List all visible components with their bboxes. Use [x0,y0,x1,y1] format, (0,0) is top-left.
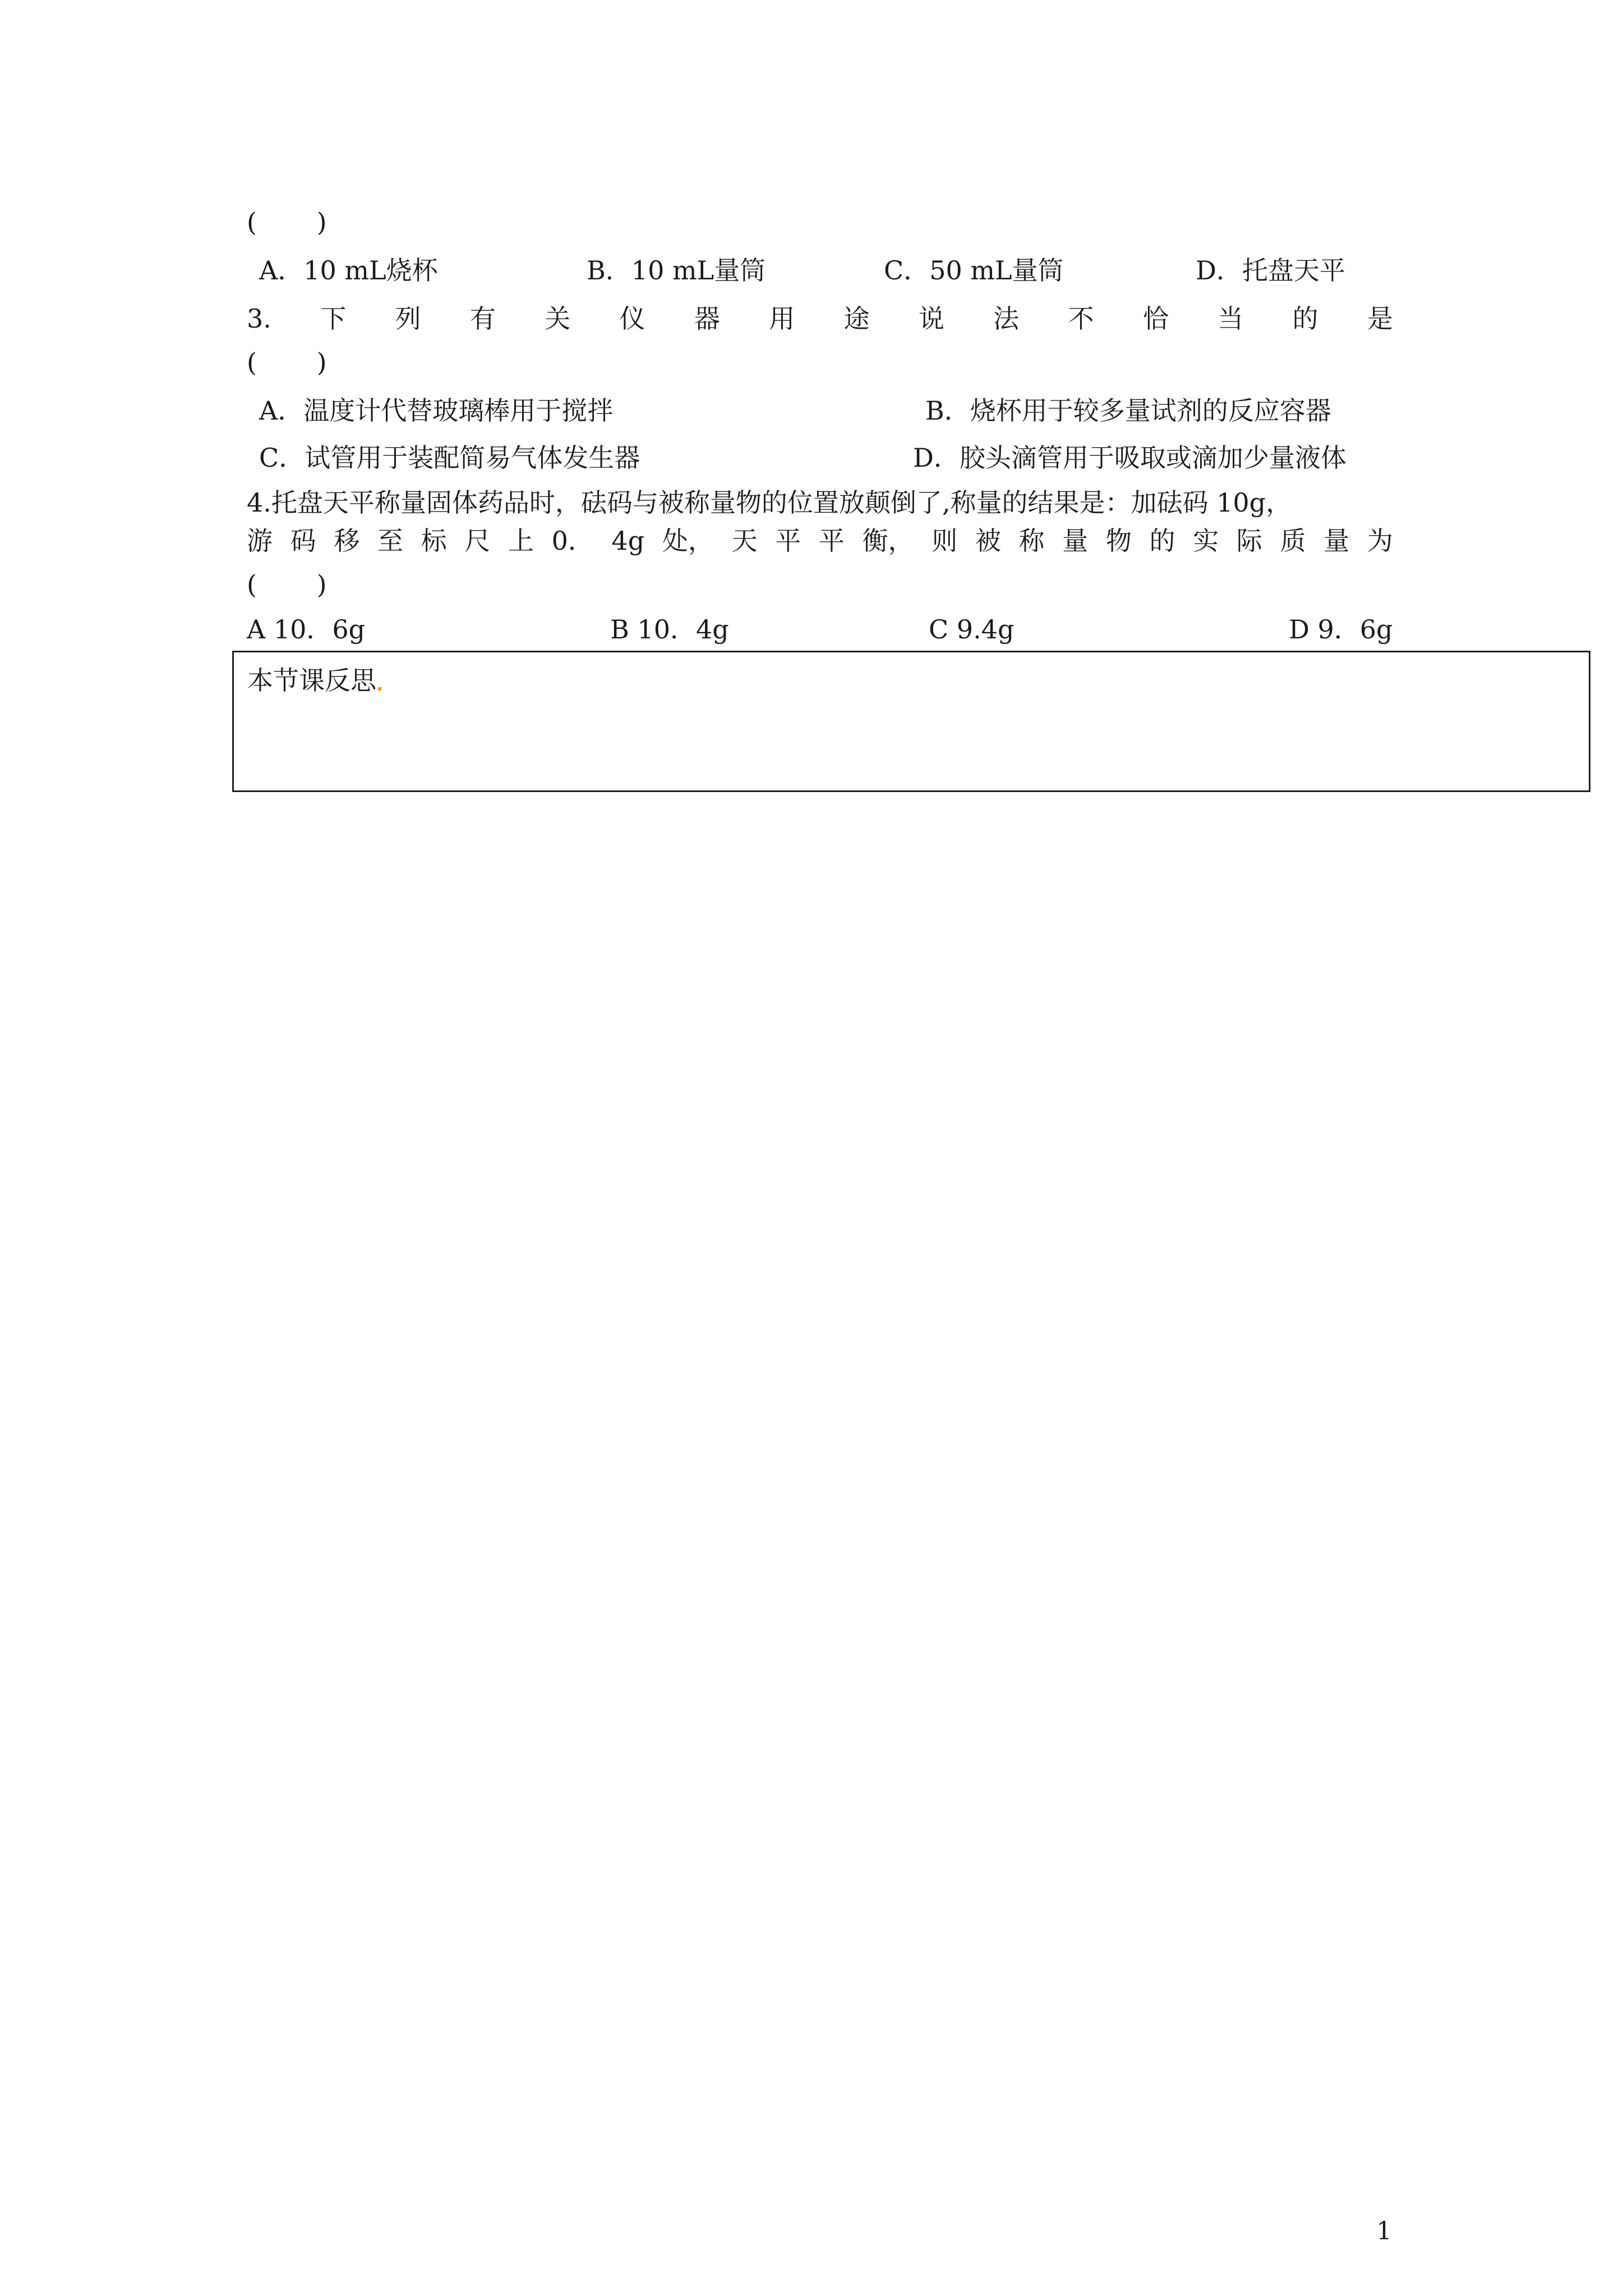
q4-stem-char: 上 [508,526,534,556]
q3-stem-char: 法 [993,303,1020,334]
q4-stem-char: 质 [1280,526,1306,556]
q4-stem-line2 [247,524,1393,558]
q4-stem-char: 实 [1193,526,1219,556]
q4-stem-char: 游 [247,526,273,556]
q3-stem-char: 当 [1218,303,1244,334]
q3-stem-char: 说 [918,303,944,334]
text-cursor-marker [378,687,381,691]
q2-answer-paren: ( ) [247,207,327,237]
q4-answer-paren: ( ) [247,569,327,600]
q4-stem-char: 尺 [464,526,491,556]
reflection-box [232,651,1590,792]
q4-stem-char: 平 [775,526,801,556]
q4-stem-char: 为 [1367,526,1393,556]
q4-option-a: A 10．6g [247,614,366,645]
q3-stem-char: 不 [1068,303,1094,334]
q4-option-d: D 9．6g [1289,614,1393,645]
q3-stem-char: 有 [469,303,496,334]
q4-stem-char: 平 [818,526,845,556]
q2-option-a: A．10 mL烧杯 [259,255,438,286]
q4-stem-char: 称 [1018,526,1045,556]
q4-stem-char: 被 [975,526,1001,556]
q4-option-c: C 9.4g [929,614,1015,645]
q3-stem-char: 途 [843,303,870,334]
q4-stem-char: 物 [1105,526,1132,556]
reflection-title-text: 本节课反思 [247,665,376,696]
q4-stem-char: 码 [290,526,316,556]
q4-stem-char: 至 [377,526,403,556]
q3-stem-char: 恰 [1142,303,1169,334]
page-number: 1 [1376,2217,1392,2246]
q3-stem-char: 下 [320,303,347,334]
q4-stem-char: 处， [662,526,714,556]
q3-option-c: C．试管用于装配简易气体发生器 [259,443,640,473]
q3-stem-char: 3. [247,303,271,334]
q4-stem-char: 际 [1236,526,1262,556]
q3-stem-char: 是 [1367,303,1393,334]
q4-stem-char: 4g [611,526,645,556]
q3-option-b: B．烧杯用于较多量试剂的反应容器 [925,395,1331,426]
q4-stem-char: 0． [551,526,594,556]
q2-option-b: B．10 mL量筒 [587,255,766,286]
q3-answer-paren: ( ) [247,347,327,378]
q2-option-c: C．50 mL量筒 [884,255,1064,286]
q3-stem-char: 器 [694,303,720,334]
q4-stem-char: 的 [1149,526,1175,556]
q4-stem-char: 量 [1324,526,1350,556]
q3-option-d: D．胶头滴管用于吸取或滴加少量液体 [913,443,1347,473]
q4-stem-char: 天 [731,526,758,556]
q3-stem [247,302,1393,335]
q4-stem-char: 则 [932,526,958,556]
q3-stem-char: 关 [545,303,571,334]
q3-option-a: A．温度计代替玻璃棒用于搅拌 [259,395,614,426]
q3-stem-char: 仪 [619,303,645,334]
q3-stem-char: 列 [395,303,421,334]
q2-option-d: D．托盘天平 [1196,255,1345,286]
q4-stem-char: 移 [334,526,360,556]
q4-stem-char: 量 [1062,526,1089,556]
q4-option-b: B 10．4g [610,614,729,645]
q3-stem-char: 用 [769,303,795,334]
q3-stem-char: 的 [1292,303,1318,334]
q4-stem-char: 标 [421,526,447,556]
q4-stem-line1: 4.托盘天平称量固体药品时，砝码与被称量物的位置放颠倒了,称量的结果是：加砝码 10g， [247,487,1292,518]
q4-stem-char: 衡， [862,526,914,556]
reflection-title [247,664,381,697]
